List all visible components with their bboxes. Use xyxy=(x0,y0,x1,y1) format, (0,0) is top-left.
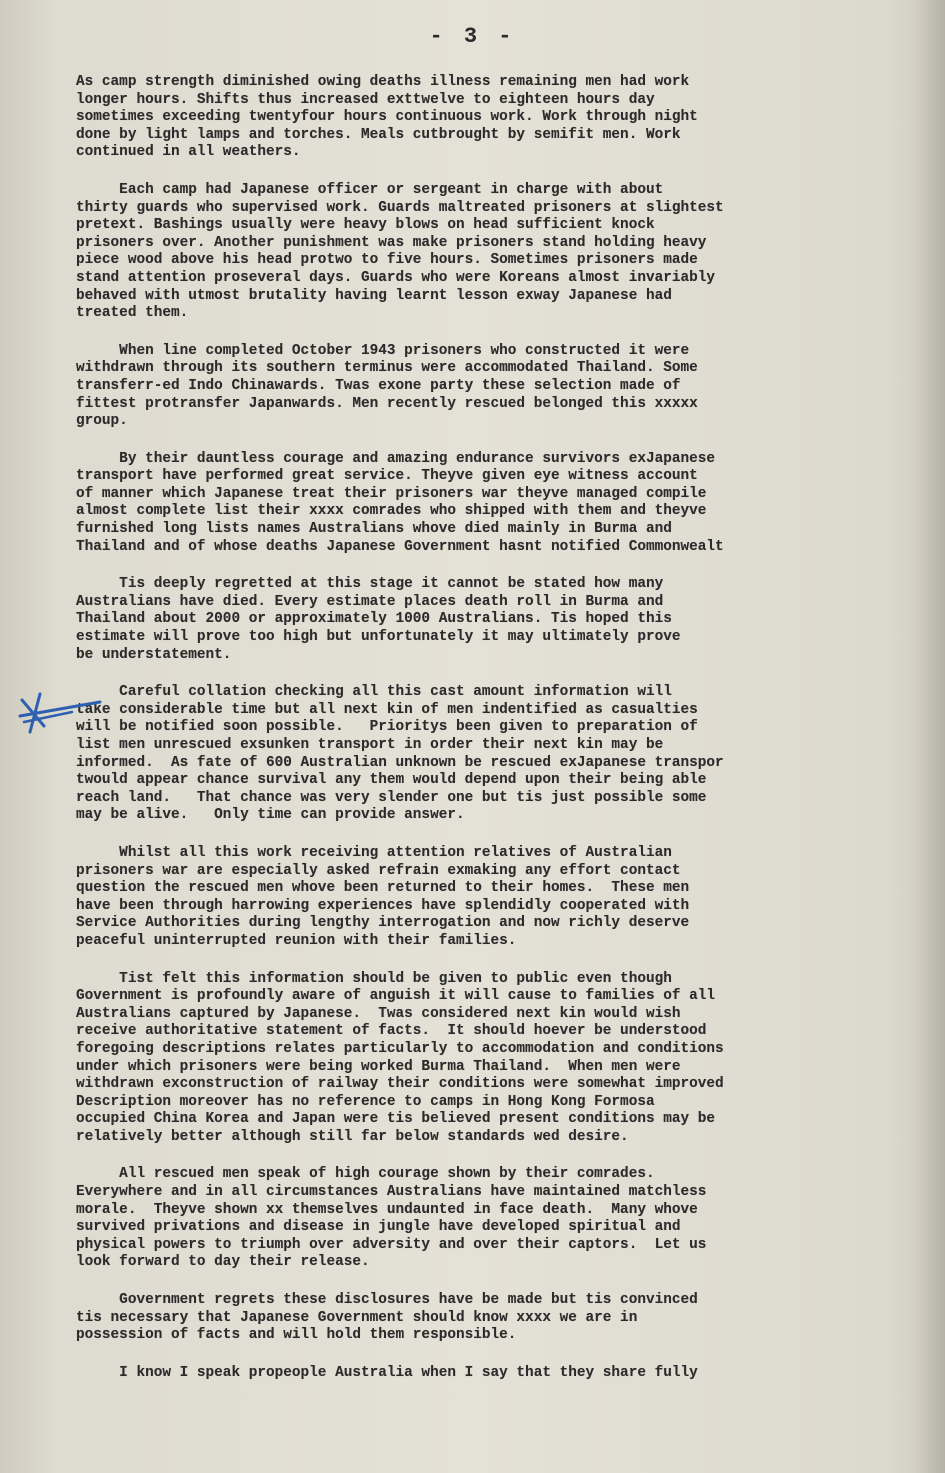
text-line: transferr-ed Indo Chinawards. Twas exone party these selection made of xyxy=(76,377,681,394)
text-line: twould appear chance survival any them would depend upon their being able xyxy=(76,772,707,789)
text-line: almost complete list their xxxx comrades who shipped with them and theyve xyxy=(76,503,707,520)
paragraph xyxy=(76,971,921,1147)
paragraph xyxy=(76,576,921,664)
text-line: morale. Theyve shown xx themselves undaunted in face death. Many whove xyxy=(76,1201,698,1218)
text-line: treated them. xyxy=(76,305,189,322)
paragraph xyxy=(76,684,921,825)
page-number: - 3 - xyxy=(429,24,516,49)
text-line: Government is profoundly aware of anguish it will cause to families of all xyxy=(76,988,716,1005)
text-line: withdrawn through its southern terminus were accommodated Thailand. Some xyxy=(76,360,698,377)
text-line: peaceful uninterrupted reunion with their families. xyxy=(76,932,517,949)
text-line: furnished long lists names Australians whove died mainly in Burma and xyxy=(76,521,672,538)
text-line: transport have performed great service. Theyve given eye witness account xyxy=(76,468,698,485)
text-line: continued in all weathers. xyxy=(76,144,301,161)
text-line: prisoners over. Another punishment was make prisoners stand holding heavy xyxy=(76,234,707,251)
text-line: done by light lamps and torches. Meals cutbrought by semifit men. Work xyxy=(76,126,681,143)
text-line: When line completed October 1943 prisoners who constructed it were xyxy=(76,342,690,359)
blue-pencil-mark-icon xyxy=(12,682,112,742)
text-line: informed. As fate of 600 Australian unknown be rescued exJapanese transpor xyxy=(76,754,724,771)
text-line: Everywhere and in all circumstances Australians have maintained matchless xyxy=(76,1184,707,1201)
text-line: of manner which Japanese treat their prisoners war theyve managed compile xyxy=(76,485,707,502)
paragraph xyxy=(76,343,921,431)
text-line: Description moreover has no reference to camps in Hong Kong Formosa xyxy=(76,1093,655,1110)
text-line: As camp strength diminished owing deaths illness remaining men had work xyxy=(76,74,690,90)
text-line: Thailand and of whose deaths Japanese Government hasnt notified Commonwealt xyxy=(76,538,724,555)
text-line: under which prisoners were being worked Burma Thailand. When men were xyxy=(76,1058,681,1075)
text-line: relatively better although still far below standards wed desire. xyxy=(76,1128,629,1145)
text-line: list men unrescued exsunken transport in order their next kin may be xyxy=(76,737,664,753)
text-line: longer hours. Shifts thus increased exttwelve to eighteen hours day xyxy=(76,91,655,108)
text-line: be understatement. xyxy=(76,646,232,663)
text-line: reach land. That chance was very slender one but tis just possible some xyxy=(76,789,707,806)
text-line: Whilst all this work receiving attention relatives of Australian xyxy=(76,844,672,861)
text-line: Tist felt this information should be given to public even though xyxy=(76,970,672,987)
text-line: group. xyxy=(76,413,128,430)
paragraph xyxy=(76,1292,921,1345)
text-line: pretext. Bashings usually were heavy blows on head sufficient knock xyxy=(76,217,655,234)
text-line: prisoners war are especially asked refrain exmaking any effort contact xyxy=(76,862,681,879)
text-line: All rescued men speak of high courage shown by their comrades. xyxy=(76,1166,655,1183)
text-line: sometimes exceeding twentyfour hours continuous work. Work through night xyxy=(76,109,698,126)
text-line: have been through harrowing experiences have splendidly cooperated with xyxy=(76,897,690,914)
paragraph xyxy=(76,1365,921,1383)
text-line: Each camp had Japanese officer or sergeant in charge with about xyxy=(76,181,664,198)
text-line: occupied China Korea and Japan were tis believed present conditions may be xyxy=(76,1111,716,1128)
text-line: estimate will prove too high but unfortunately it may ultimately prove xyxy=(76,629,681,646)
text-line: Government regrets these disclosures have be made but tis convinced xyxy=(76,1292,698,1309)
text-line: foregoing descriptions relates particularly to accommodation and conditions xyxy=(76,1040,724,1057)
paragraph xyxy=(76,74,921,162)
text-line: will be notified soon possible. Prioritys been given to preparation of xyxy=(76,719,698,736)
text-line: take considerable time but all next kin of men indentified as casualties xyxy=(76,701,698,718)
text-line: possession of facts and will hold them responsible. xyxy=(76,1327,517,1344)
paragraph xyxy=(76,451,921,557)
text-line: Tis deeply regretted at this stage it cannot be stated how many xyxy=(76,576,664,593)
text-line: may be alive. Only time can provide answer. xyxy=(76,807,465,824)
text-line: Australians have died. Every estimate places death roll in Burma and xyxy=(76,593,664,610)
text-line: piece wood above his head protwo to five hours. Sometimes prisoners made xyxy=(76,252,698,269)
text-line: survived privations and disease in jungle have developed spiritual and xyxy=(76,1219,681,1236)
text-line: Careful collation checking all this cast amount information will xyxy=(76,684,672,701)
text-line: Thailand about 2000 or approximately 1000 Australians. Tis hoped this xyxy=(76,611,672,628)
paragraph xyxy=(76,182,921,323)
text-line: receive authoritative statement of facts. It should hoever be understood xyxy=(76,1023,707,1040)
document-body xyxy=(76,74,921,1402)
text-line: look forward to day their release. xyxy=(76,1254,370,1271)
text-line: question the rescued men whove been returned to their homes. These men xyxy=(76,880,690,897)
text-line: physical powers to triumph over adversity and over their captors. Let us xyxy=(76,1236,707,1253)
text-line: Australians captured by Japanese. Twas considered next kin would wish xyxy=(76,1005,681,1022)
text-line: withdrawn exconstruction of railway their conditions were somewhat improved xyxy=(76,1076,724,1093)
paragraph xyxy=(76,1166,921,1272)
text-line: thirty guards who supervised work. Guards maltreated prisoners at slightest xyxy=(76,199,724,216)
paragraph xyxy=(76,845,921,951)
text-line: Service Authorities during lengthy interrogation and now richly deserve xyxy=(76,915,690,932)
text-line: stand attention proseveral days. Guards who were Koreans almost invariably xyxy=(76,269,716,286)
text-line: fittest protransfer Japanwards. Men recently rescued belonged this xxxxx xyxy=(76,395,698,412)
text-line: behaved with utmost brutality having learnt lesson exway Japanese had xyxy=(76,287,672,304)
text-line: I know I speak propeople Australia when I say that they share fully xyxy=(76,1364,698,1381)
text-line: By their dauntless courage and amazing endurance survivors exJapanese xyxy=(76,450,716,467)
text-line: tis necessary that Japanese Government should know xxxx we are in xyxy=(76,1309,638,1326)
